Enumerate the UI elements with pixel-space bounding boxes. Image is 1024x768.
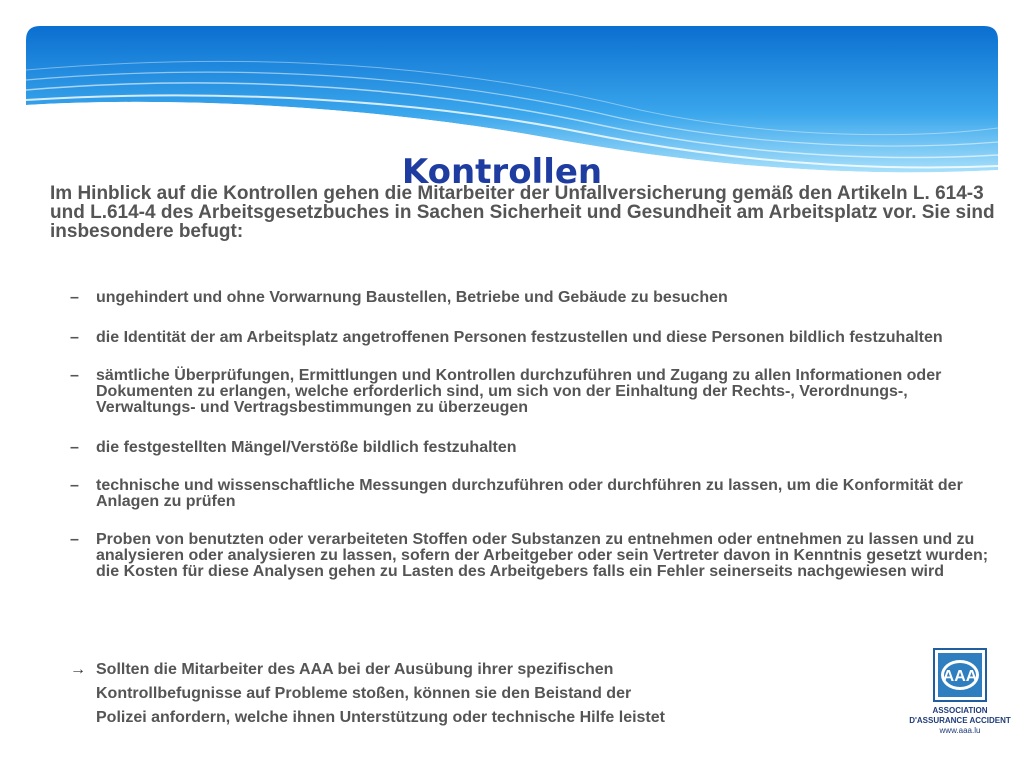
dash-marker: – [70, 329, 79, 346]
list-item-text: sämtliche Überprüfungen, Ermittlungen und Kontrollen durchzuführen und Zugang zu allen Informationen oder Dokumenten zu erlangen, welche erforderlich sind, um sich von der Einhaltung der Rechts-, Verordnungs-, Verwaltungs- und Vertragsbestimmungen zu überzeugen [96, 367, 942, 416]
list-item [70, 532, 990, 580]
list-item-text: ungehindert und ohne Vorwarnung Baustellen, Betriebe und Gebäude zu besuchen [96, 289, 728, 306]
aaa-logo [905, 648, 1015, 748]
list-item [70, 440, 990, 456]
list-item-text: die festgestellten Mängel/Verstöße bildlich festzuhalten [96, 439, 517, 456]
list-item [70, 368, 990, 416]
aaa-logo-mark [933, 648, 987, 702]
note-line: Kontrollbefugnisse auf Probleme stoßen, können sie den Beistand der [96, 685, 632, 702]
list-item-text: Proben von benutzten oder verarbeiteten Stoffen oder Substanzen zu entnehmen oder entnehmen zu lassen und zu analysieren oder analysieren zu lassen, sofern der Arbeitgeber oder sein Vertreter davon in Kenntnis gesetzt wurden; die Kosten für diese Analysen gehen zu Lasten des Arbeitgebers falls ein Fehler seinerseits nachgewiesen wird [96, 531, 989, 580]
list-item-text: technische und wissenschaftliche Messungen durchzuführen oder durchführen zu lassen, um die Konformität der Anlagen zu prüfen [96, 477, 963, 510]
logo-name-line: ASSOCIATION [932, 706, 988, 715]
slide-title: Kontrollen [401, 151, 603, 192]
arrow-right-icon: → [70, 661, 86, 678]
authority-list [70, 290, 990, 580]
logo-name-line: D'ASSURANCE ACCIDENT [909, 716, 1011, 725]
list-item [70, 330, 990, 346]
note-line: Polizei anfordern, welche ihnen Unterstützung oder technische Hilfe leistet [96, 709, 665, 726]
intro-paragraph: Im Hinblick auf die Kontrollen gehen die Mitarbeiter der Unfallversicherung gemäß den Artikeln L. 614-3 und L.614-4 des Arbeitsgesetzbuches in Sachen Sicherheit und Gesundheit am Arbeitsplatz vor. Sie sind insbesondere befugt: [50, 183, 995, 242]
dash-marker: – [70, 531, 79, 548]
logo-name [905, 706, 1015, 726]
list-item [70, 290, 990, 306]
logo-mark-text: AAA [942, 668, 978, 685]
list-item-text: die Identität der am Arbeitsplatz angetroffenen Personen festzustellen und diese Personen bildlich festzuhalten [96, 329, 943, 346]
list-item [70, 478, 990, 510]
dash-marker: – [70, 289, 79, 306]
dash-marker: – [70, 367, 79, 384]
police-note [70, 658, 850, 730]
dash-marker: – [70, 477, 79, 494]
note-line: Sollten die Mitarbeiter des AAA bei der Ausübung ihrer spezifischen [96, 661, 614, 678]
dash-marker: – [70, 439, 79, 456]
logo-url: www.aaa.lu [939, 726, 981, 735]
